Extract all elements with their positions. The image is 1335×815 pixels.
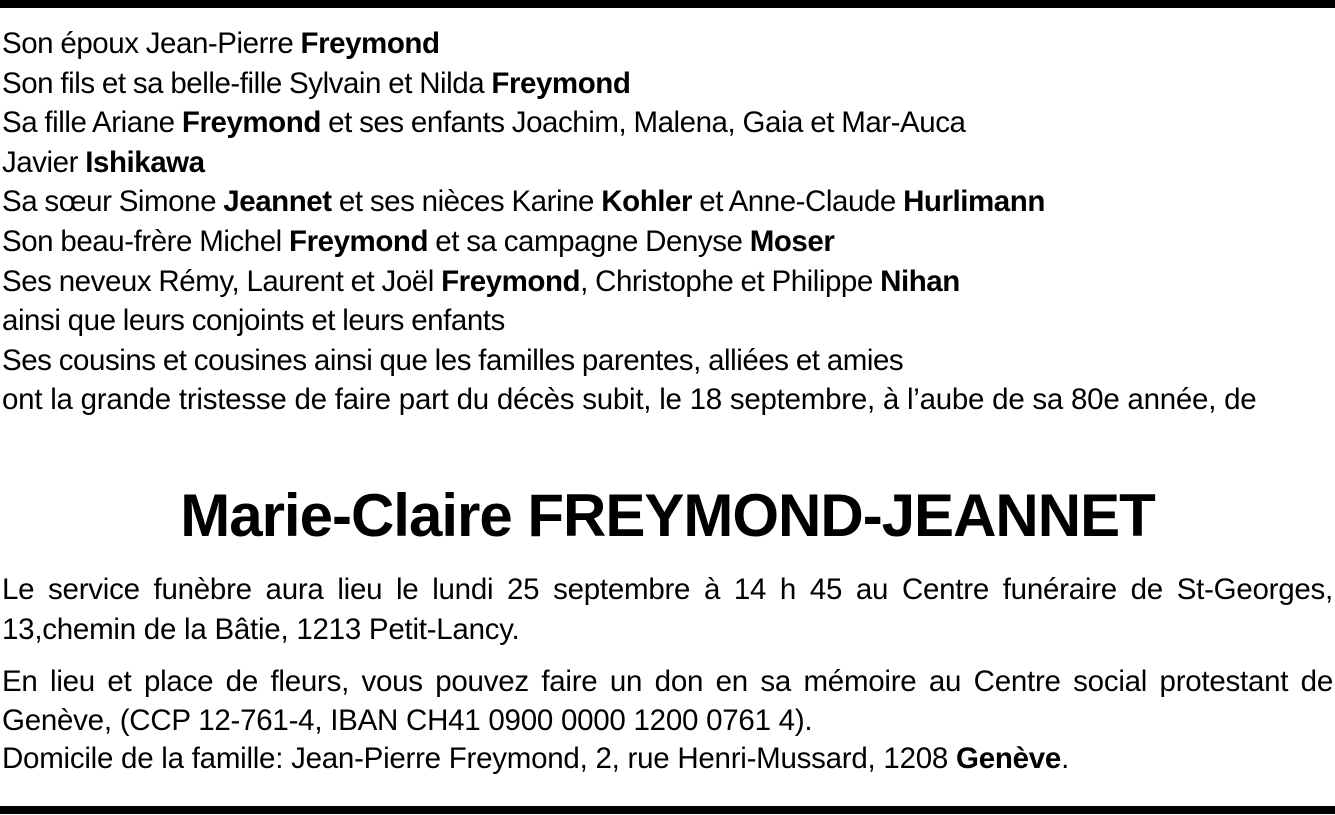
family-line-daughter-cont: Javier Ishikawa: [2, 145, 205, 179]
donation-block: [2, 663, 1333, 779]
family-line-sister: Sa sœur Simone Jeannet et ses nièces Karine Kohler et Anne-Claude Hurlimann: [2, 185, 1045, 219]
deceased-name: Marie-Claire FREYMOND-JEANNET: [180, 482, 1155, 549]
bottom-rule: [0, 806, 1335, 814]
family-line-son: Son fils et sa belle-fille Sylvain et Nilda Freymond: [2, 66, 631, 100]
family-line-brother-in-law: Son beau-frère Michel Freymond et sa campagne Denyse Moser: [2, 224, 835, 258]
family-line-nephews: Ses neveux Rémy, Laurent et Joël Freymond, Christophe et Philippe Nihan: [2, 264, 960, 298]
family-list: [2, 24, 1333, 420]
family-domicile: Domicile de la famille: Jean-Pierre Freymond, 2, rue Henri-Mussard, 1208 Genève.: [2, 742, 1070, 775]
announcement-text: ont la grande tristesse de faire part du décès subit, le 18 septembre, à l’aube de sa 80e année, de: [2, 383, 1257, 417]
family-line-spouse: Son époux Jean-Pierre Freymond: [2, 27, 440, 60]
family-line-cousins: Ses cousins et cousines ainsi que les familles parentes, alliées et amies: [2, 343, 904, 377]
family-line-daughter: Sa fille Ariane Freymond et ses enfants Joachim, Malena, Gaia et Mar-Auca: [2, 106, 966, 140]
top-rule: [0, 0, 1335, 8]
service-info: Le service funèbre aura lieu le lundi 25 septembre à 14 h 45 au Centre funéraire de St-Georges, 13,chemin de la Bâtie, 1213 Petit-Lancy.: [2, 573, 1333, 646]
family-line-spouses-children: ainsi que leurs conjoints et leurs enfants: [2, 304, 505, 338]
donation-info: En lieu et place de fleurs, vous pouvez faire un don en sa mémoire au Centre social protestant de Genève, (CCP 12-761-4, IBAN CH41 0900 0000 1200 0761 4).: [2, 665, 1333, 737]
